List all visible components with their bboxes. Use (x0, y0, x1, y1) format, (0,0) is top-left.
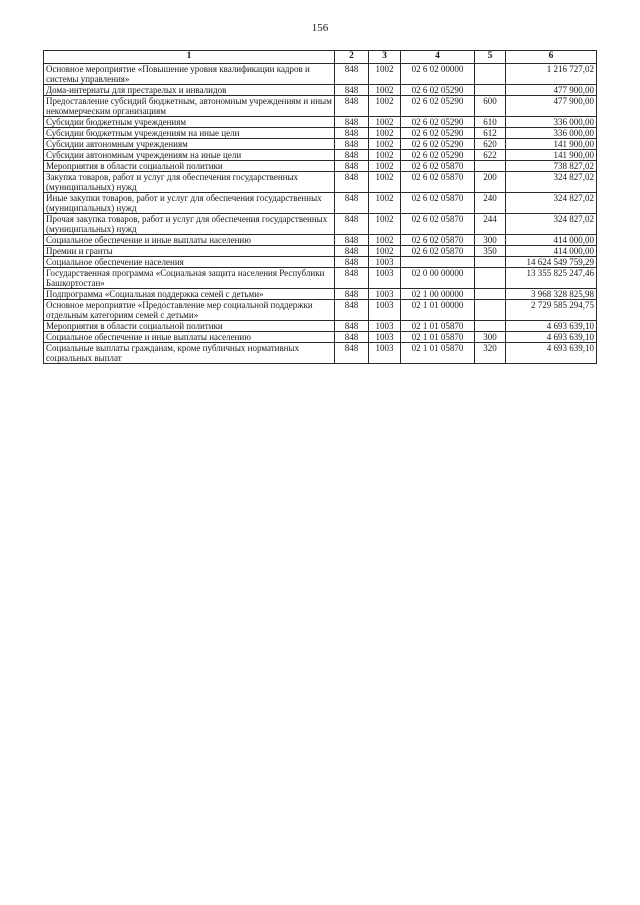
expense-type-cell: 612 (475, 128, 506, 139)
budget-table (43, 50, 597, 364)
table-row (44, 289, 597, 300)
department-code-cell: 848 (335, 214, 369, 235)
expense-type-cell: 300 (475, 332, 506, 343)
target-article-cell: 02 6 02 05290 (401, 117, 475, 128)
target-article-cell: 02 6 02 05290 (401, 85, 475, 96)
expense-type-cell: 350 (475, 246, 506, 257)
section-code-cell: 1002 (369, 64, 401, 85)
amount-cell: 324 827,02 (506, 172, 597, 193)
amount-cell: 336 000,00 (506, 117, 597, 128)
section-code-cell: 1003 (369, 257, 401, 268)
table-row (44, 172, 597, 193)
department-code-cell: 848 (335, 300, 369, 321)
expense-type-cell (475, 85, 506, 96)
row-name-cell: Предоставление субсидий бюджетным, автономным учреждениям и иным некоммерческим организациям (44, 96, 335, 117)
section-code-cell: 1002 (369, 117, 401, 128)
amount-cell: 3 968 328 825,98 (506, 289, 597, 300)
expense-type-cell: 300 (475, 235, 506, 246)
header-cell-6: 6 (506, 51, 597, 64)
department-code-cell: 848 (335, 117, 369, 128)
section-code-cell: 1002 (369, 246, 401, 257)
amount-cell: 4 693 639,10 (506, 321, 597, 332)
table-row (44, 343, 597, 364)
target-article-cell: 02 6 02 05290 (401, 128, 475, 139)
target-article-cell (401, 257, 475, 268)
department-code-cell: 848 (335, 172, 369, 193)
expense-type-cell (475, 64, 506, 85)
department-code-cell: 848 (335, 64, 369, 85)
amount-cell: 477 900,00 (506, 96, 597, 117)
row-name-cell: Дома-интернаты для престарелых и инвалидов (44, 85, 335, 96)
expense-type-cell: 610 (475, 117, 506, 128)
target-article-cell: 02 6 02 05870 (401, 161, 475, 172)
section-code-cell: 1003 (369, 321, 401, 332)
department-code-cell: 848 (335, 321, 369, 332)
table-row (44, 150, 597, 161)
header-row (44, 51, 597, 64)
amount-cell: 1 216 727,02 (506, 64, 597, 85)
expense-type-cell: 622 (475, 150, 506, 161)
section-code-cell: 1002 (369, 161, 401, 172)
row-name-cell: Социальное обеспечение и иные выплаты населению (44, 332, 335, 343)
department-code-cell: 848 (335, 128, 369, 139)
amount-cell: 141 900,00 (506, 139, 597, 150)
target-article-cell: 02 1 00 00000 (401, 289, 475, 300)
department-code-cell: 848 (335, 96, 369, 117)
row-name-cell: Премии и гранты (44, 246, 335, 257)
row-name-cell: Социальные выплаты гражданам, кроме публичных нормативных социальных выплат (44, 343, 335, 364)
department-code-cell: 848 (335, 289, 369, 300)
section-code-cell: 1002 (369, 128, 401, 139)
row-name-cell: Субсидии бюджетным учреждениям на иные цели (44, 128, 335, 139)
table-row (44, 300, 597, 321)
section-code-cell: 1002 (369, 214, 401, 235)
header-cell-1: 1 (44, 51, 335, 64)
row-name-cell: Государственная программа «Социальная защита населения Республики Башкортостан» (44, 268, 335, 289)
page-number: 156 (311, 22, 329, 34)
expense-type-cell: 240 (475, 193, 506, 214)
table-row (44, 161, 597, 172)
table-row (44, 64, 597, 85)
expense-type-cell: 244 (475, 214, 506, 235)
target-article-cell: 02 6 02 05870 (401, 193, 475, 214)
amount-cell: 324 827,02 (506, 193, 597, 214)
department-code-cell: 848 (335, 332, 369, 343)
amount-cell: 13 355 825 247,46 (506, 268, 597, 289)
target-article-cell: 02 1 01 05870 (401, 343, 475, 364)
target-article-cell: 02 6 02 05290 (401, 139, 475, 150)
expense-type-cell: 200 (475, 172, 506, 193)
header-cell-3: 3 (369, 51, 401, 64)
table-row (44, 268, 597, 289)
section-code-cell: 1002 (369, 96, 401, 117)
amount-cell: 2 729 585 294,75 (506, 300, 597, 321)
expense-type-cell (475, 300, 506, 321)
table-row (44, 257, 597, 268)
row-name-cell: Социальное обеспечение населения (44, 257, 335, 268)
expense-type-cell (475, 289, 506, 300)
expense-type-cell (475, 321, 506, 332)
department-code-cell: 848 (335, 268, 369, 289)
table-row (44, 117, 597, 128)
amount-cell: 738 827,02 (506, 161, 597, 172)
expense-type-cell (475, 268, 506, 289)
section-code-cell: 1002 (369, 172, 401, 193)
amount-cell: 414 000,00 (506, 235, 597, 246)
row-name-cell: Основное мероприятие «Повышение уровня квалификации кадров и системы управления» (44, 64, 335, 85)
expense-type-cell: 320 (475, 343, 506, 364)
row-name-cell: Субсидии автономным учреждениям на иные цели (44, 150, 335, 161)
section-code-cell: 1003 (369, 300, 401, 321)
department-code-cell: 848 (335, 161, 369, 172)
header-cell-5: 5 (475, 51, 506, 64)
target-article-cell: 02 6 02 05290 (401, 150, 475, 161)
amount-cell: 477 900,00 (506, 85, 597, 96)
table-row (44, 321, 597, 332)
row-name-cell: Основное мероприятие «Предоставление мер социальной поддержки отдельным категориям семей с детьми» (44, 300, 335, 321)
row-name-cell: Субсидии автономным учреждениям (44, 139, 335, 150)
table-row (44, 96, 597, 117)
target-article-cell: 02 6 02 05870 (401, 172, 475, 193)
section-code-cell: 1002 (369, 235, 401, 246)
section-code-cell: 1003 (369, 332, 401, 343)
table-body (44, 64, 597, 364)
table-row (44, 332, 597, 343)
expense-type-cell: 600 (475, 96, 506, 117)
table-row (44, 85, 597, 96)
expense-type-cell (475, 257, 506, 268)
table-row (44, 246, 597, 257)
department-code-cell: 848 (335, 139, 369, 150)
amount-cell: 336 000,00 (506, 128, 597, 139)
table-row (44, 235, 597, 246)
row-name-cell: Подпрограмма «Социальная поддержка семей с детьми» (44, 289, 335, 300)
table-row (44, 128, 597, 139)
table-row (44, 139, 597, 150)
table-row (44, 214, 597, 235)
section-code-cell: 1003 (369, 343, 401, 364)
target-article-cell: 02 6 02 05870 (401, 235, 475, 246)
row-name-cell: Социальное обеспечение и иные выплаты населению (44, 235, 335, 246)
expense-type-cell (475, 161, 506, 172)
row-name-cell: Мероприятия в области социальной политики (44, 321, 335, 332)
table-row (44, 193, 597, 214)
amount-cell: 141 900,00 (506, 150, 597, 161)
row-name-cell: Субсидии бюджетным учреждениям (44, 117, 335, 128)
target-article-cell: 02 6 02 00000 (401, 64, 475, 85)
target-article-cell: 02 1 01 05870 (401, 332, 475, 343)
section-code-cell: 1002 (369, 85, 401, 96)
row-name-cell: Закупка товаров, работ и услуг для обеспечения государственных (муниципальных) нужд (44, 172, 335, 193)
header-cell-4: 4 (401, 51, 475, 64)
amount-cell: 4 693 639,10 (506, 332, 597, 343)
department-code-cell: 848 (335, 343, 369, 364)
amount-cell: 324 827,02 (506, 214, 597, 235)
department-code-cell: 848 (335, 85, 369, 96)
target-article-cell: 02 1 01 00000 (401, 300, 475, 321)
amount-cell: 14 624 549 759,29 (506, 257, 597, 268)
section-code-cell: 1002 (369, 193, 401, 214)
amount-cell: 4 693 639,10 (506, 343, 597, 364)
department-code-cell: 848 (335, 257, 369, 268)
target-article-cell: 02 1 01 05870 (401, 321, 475, 332)
department-code-cell: 848 (335, 193, 369, 214)
section-code-cell: 1002 (369, 150, 401, 161)
expense-type-cell: 620 (475, 139, 506, 150)
target-article-cell: 02 6 02 05290 (401, 96, 475, 117)
target-article-cell: 02 0 00 00000 (401, 268, 475, 289)
row-name-cell: Прочая закупка товаров, работ и услуг для обеспечения государственных (муниципальных) нужд (44, 214, 335, 235)
row-name-cell: Мероприятия в области социальной политики (44, 161, 335, 172)
target-article-cell: 02 6 02 05870 (401, 214, 475, 235)
header-cell-2: 2 (335, 51, 369, 64)
row-name-cell: Иные закупки товаров, работ и услуг для обеспечения государственных (муниципальных) нужд (44, 193, 335, 214)
section-code-cell: 1003 (369, 268, 401, 289)
amount-cell: 414 000,00 (506, 246, 597, 257)
department-code-cell: 848 (335, 150, 369, 161)
table-header (44, 51, 597, 64)
target-article-cell: 02 6 02 05870 (401, 246, 475, 257)
department-code-cell: 848 (335, 235, 369, 246)
section-code-cell: 1003 (369, 289, 401, 300)
section-code-cell: 1002 (369, 139, 401, 150)
department-code-cell: 848 (335, 246, 369, 257)
